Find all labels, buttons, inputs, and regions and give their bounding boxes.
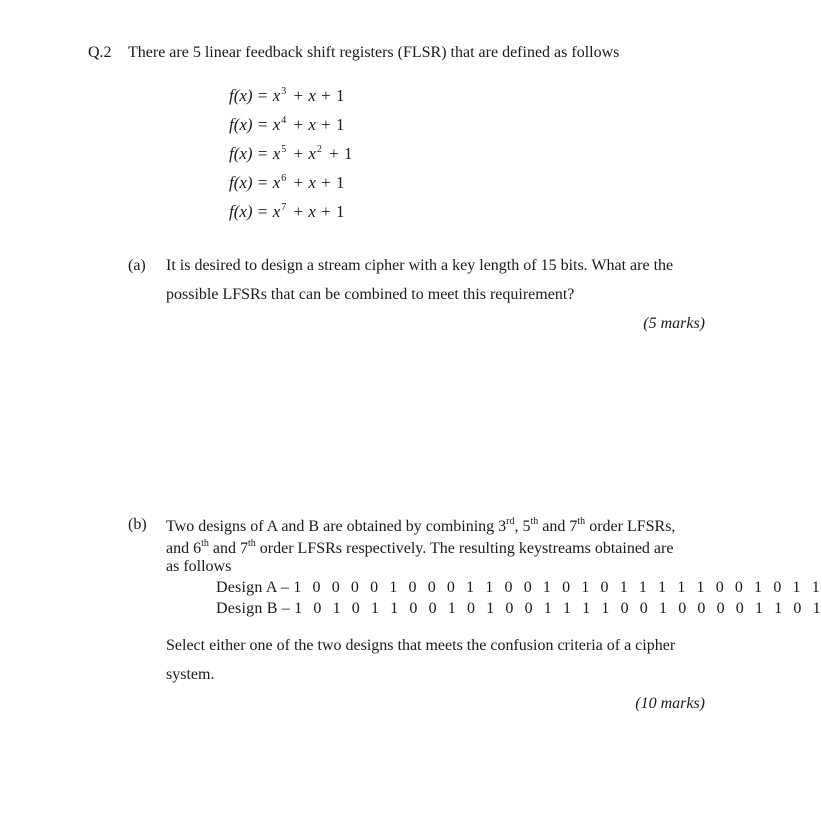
part-a-line-2: possible LFSRs that can be combined to meet this requirement? <box>166 286 575 303</box>
part-a-label: (a) <box>128 257 146 274</box>
equation-5: $f(x) = x^7 + x + 1$ <box>229 202 345 221</box>
part-b-label: (b) <box>128 516 147 533</box>
part-b-select-line-2: system. <box>166 666 215 683</box>
question-intro: There are 5 linear feedback shift registers (FLSR) that are defined as follows <box>128 44 620 61</box>
part-b-line-1: Two designs of A and B are obtained by combining 3rd, 5th and 7th order LFSRs, <box>166 516 676 535</box>
equation-1: $f(x) = x^3 + x + 1$ <box>229 86 345 105</box>
part-b-line-3: as follows <box>166 558 232 575</box>
design-a-bits: 1 0 0 0 0 1 0 0 0 1 1 0 0 1 0 1 0 1 1 1 1 1 0 0 1 0 1 1 <box>293 579 822 596</box>
part-b-line-2: and 6th and 7th order LFSRs respectively. The resulting keystreams obtained are <box>166 538 674 557</box>
design-b-keystream <box>216 600 822 618</box>
part-b-marks: (10 marks) <box>635 695 705 712</box>
eq-lhs: f(x) <box>229 86 253 105</box>
question-number: Q.2 <box>88 44 112 61</box>
design-b-label: Design B – <box>216 600 290 617</box>
equation-3: $f(x) = x^5 + x^2 + 1$ <box>229 144 353 163</box>
design-a-label: Design A – <box>216 579 290 596</box>
design-b-bits: 1 0 1 0 1 1 0 0 1 0 1 0 0 1 1 1 1 0 0 1 0 0 0 0 1 1 0 1 <box>294 600 822 617</box>
equation-4: $f(x) = x^6 + x + 1$ <box>229 173 345 192</box>
part-b-select-line-1: Select either one of the two designs that meets the confusion criteria of a cipher <box>166 637 676 654</box>
design-a-keystream <box>216 579 821 597</box>
part-a-marks: (5 marks) <box>643 315 705 332</box>
equation-2: $f(x) = x^4 + x + 1$ <box>229 115 345 134</box>
part-a-line-1: It is desired to design a stream cipher with a key length of 15 bits. What are the <box>166 257 674 274</box>
